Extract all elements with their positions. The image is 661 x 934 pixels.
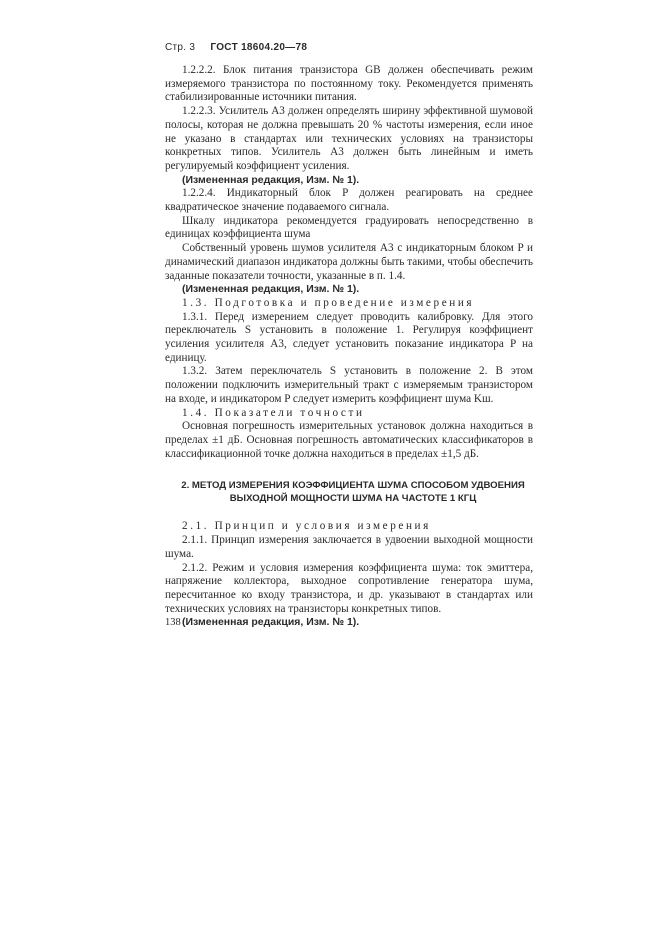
revision-note: (Измененная редакция, Изм. № 1).: [182, 173, 360, 186]
revision-note: (Измененная редакция, Изм. № 1).: [182, 616, 360, 629]
paragraph: 1.3.1. Перед измерением следует проводить калибровку. Для этого переключатель S установить в положение 1. Регулируя коэффициент усиления усилителя A3, следует установить показание индикатора P на единицу.: [165, 310, 533, 364]
subsection-heading: 1.4. Показатели точности: [182, 406, 365, 419]
page-body: [165, 64, 533, 630]
subsection-heading: 2.1. Принцип и условия измерения: [182, 520, 431, 533]
paragraph: 1.2.2.2. Блок питания транзистора GB должен обеспечивать режим измеряемого транзистора по постоянному току. Рекомендуется применять стабилизированные источники питания.: [165, 64, 533, 104]
section-heading: 2. МЕТОД ИЗМЕРЕНИЯ КОЭФФИЦИЕНТА ШУМА СПОСОБОМ УДВОЕНИЯ ВЫХОДНОЙ МОЩНОСТИ ШУМА НА ЧАСТОТЕ 1 КГЦ: [181, 480, 525, 505]
doc-code: ГОСТ 18604.20—78: [210, 42, 308, 53]
paragraph: Собственный уровень шумов усилителя A3 с индикаторным блоком P и динамический диапазон индикатора должны быть такими, чтобы обеспечить заданные показатели точности, указанные в п. 1.4.: [165, 242, 533, 282]
paragraph: Основная погрешность измерительных установок должна находиться в пределах ±1 дБ. Основная погрешность автоматических классификаторов в классификационной точке должна находиться в пределах ±1,5 дБ.: [165, 420, 533, 460]
revision-note: (Измененная редакция, Изм. № 1).: [182, 283, 360, 296]
paragraph: 2.1.2. Режим и условия измерения коэффициента шума: ток эмиттера, напряжение коллектора, выходное сопротивление генератора шума, пересчитанное ко входу транзистора, и др. указывают в стандартах или технических условиях на транзисторы конкретных типов.: [165, 561, 533, 615]
paragraph: Шкалу индикатора рекомендуется градуировать непосредственно в единицах коэффициента шума: [165, 214, 533, 241]
page-label: Стр. 3: [165, 42, 196, 53]
paragraph: 1.3.2. Затем переключатель S установить в положение 2. В этом положении подключить измерительный тракт с измеряемым транзистором на входе, и индикатором P следует измерить коэффициент шума Kш.: [165, 365, 533, 405]
subsection-heading: 1.3. Подготовка и проведение измерения: [182, 296, 475, 309]
paragraph: 1.2.2.3. Усилитель A3 должен определять ширину эффективной шумовой полосы, которая не должна превышать 20 % частоты измерения, если иное не указано в стандартах или технических условиях на транзисторы конкретных типов. Усилитель A3 должен быть линейным и иметь регулируемый коэффициент усиления.: [165, 105, 533, 172]
paragraph: 2.1.1. Принцип измерения заключается в удвоении выходной мощности шума.: [165, 534, 533, 560]
page-number: 138: [165, 617, 181, 628]
paragraph: 1.2.2.4. Индикаторный блок P должен реагировать на среднее квадратическое значение подаваемого сигнала.: [165, 187, 533, 214]
page-header: [165, 42, 307, 53]
